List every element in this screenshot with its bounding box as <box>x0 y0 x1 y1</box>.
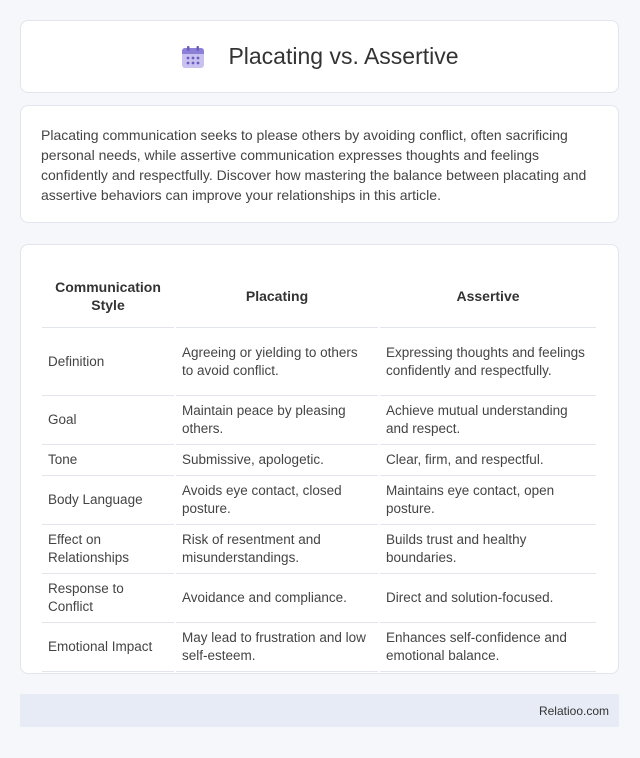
table-row <box>42 525 596 574</box>
header-card <box>20 20 619 93</box>
footer-site-name: Relatioo.com <box>538 703 609 718</box>
assertive-cell: Builds trust and healthy boundaries. <box>380 525 596 574</box>
column-header-assertive: Assertive <box>380 265 596 328</box>
placating-cell: Avoidance and compliance. <box>176 574 378 623</box>
table-row <box>42 574 596 623</box>
row-label: Body Language <box>42 476 174 525</box>
page-title: Placating vs. Assertive <box>228 43 459 69</box>
comparison-table-card <box>20 244 619 674</box>
row-label: Effect on Relationships <box>42 525 174 574</box>
assertive-cell: Enhances self-confidence and emotional balance. <box>380 623 596 672</box>
row-label: Goal <box>42 396 174 445</box>
placating-cell: Avoids eye contact, closed posture. <box>176 476 378 525</box>
placating-cell: Risk of resentment and misunderstandings. <box>176 525 378 574</box>
placating-cell: Agreeing or yielding to others to avoid conflict. <box>176 328 378 396</box>
row-label: Definition <box>42 328 174 396</box>
table-row <box>42 623 596 672</box>
comparison-table <box>40 265 598 672</box>
table-row <box>42 476 596 525</box>
row-label: Emotional Impact <box>42 623 174 672</box>
assertive-cell: Maintains eye contact, open posture. <box>380 476 596 525</box>
table-row <box>42 396 596 445</box>
placating-cell: Maintain peace by pleasing others. <box>176 396 378 445</box>
calendar-icon <box>180 44 206 70</box>
table-row <box>42 445 596 476</box>
assertive-cell: Clear, firm, and respectful. <box>380 445 596 476</box>
title-wrap <box>180 43 458 70</box>
column-header-placating: Placating <box>176 265 378 328</box>
assertive-cell: Achieve mutual understanding and respect. <box>380 396 596 445</box>
intro-text: Placating communication seeks to please others by avoiding conflict, often sacrificing personal needs, while assertive communication expresses thoughts and feelings confidently and respectfully. Discover how mastering the balance between placating and assertive behaviors can improve your relationships in this article. <box>41 127 587 203</box>
table-row <box>42 328 596 396</box>
footer-bar <box>20 694 619 727</box>
placating-cell: Submissive, apologetic. <box>176 445 378 476</box>
assertive-cell: Expressing thoughts and feelings confidently and respectfully. <box>380 328 596 396</box>
table-header-row <box>42 265 596 328</box>
column-header-style: Communication Style <box>42 265 174 328</box>
placating-cell: May lead to frustration and low self-esteem. <box>176 623 378 672</box>
row-label: Response to Conflict <box>42 574 174 623</box>
row-label: Tone <box>42 445 174 476</box>
assertive-cell: Direct and solution-focused. <box>380 574 596 623</box>
intro-card <box>20 105 619 223</box>
